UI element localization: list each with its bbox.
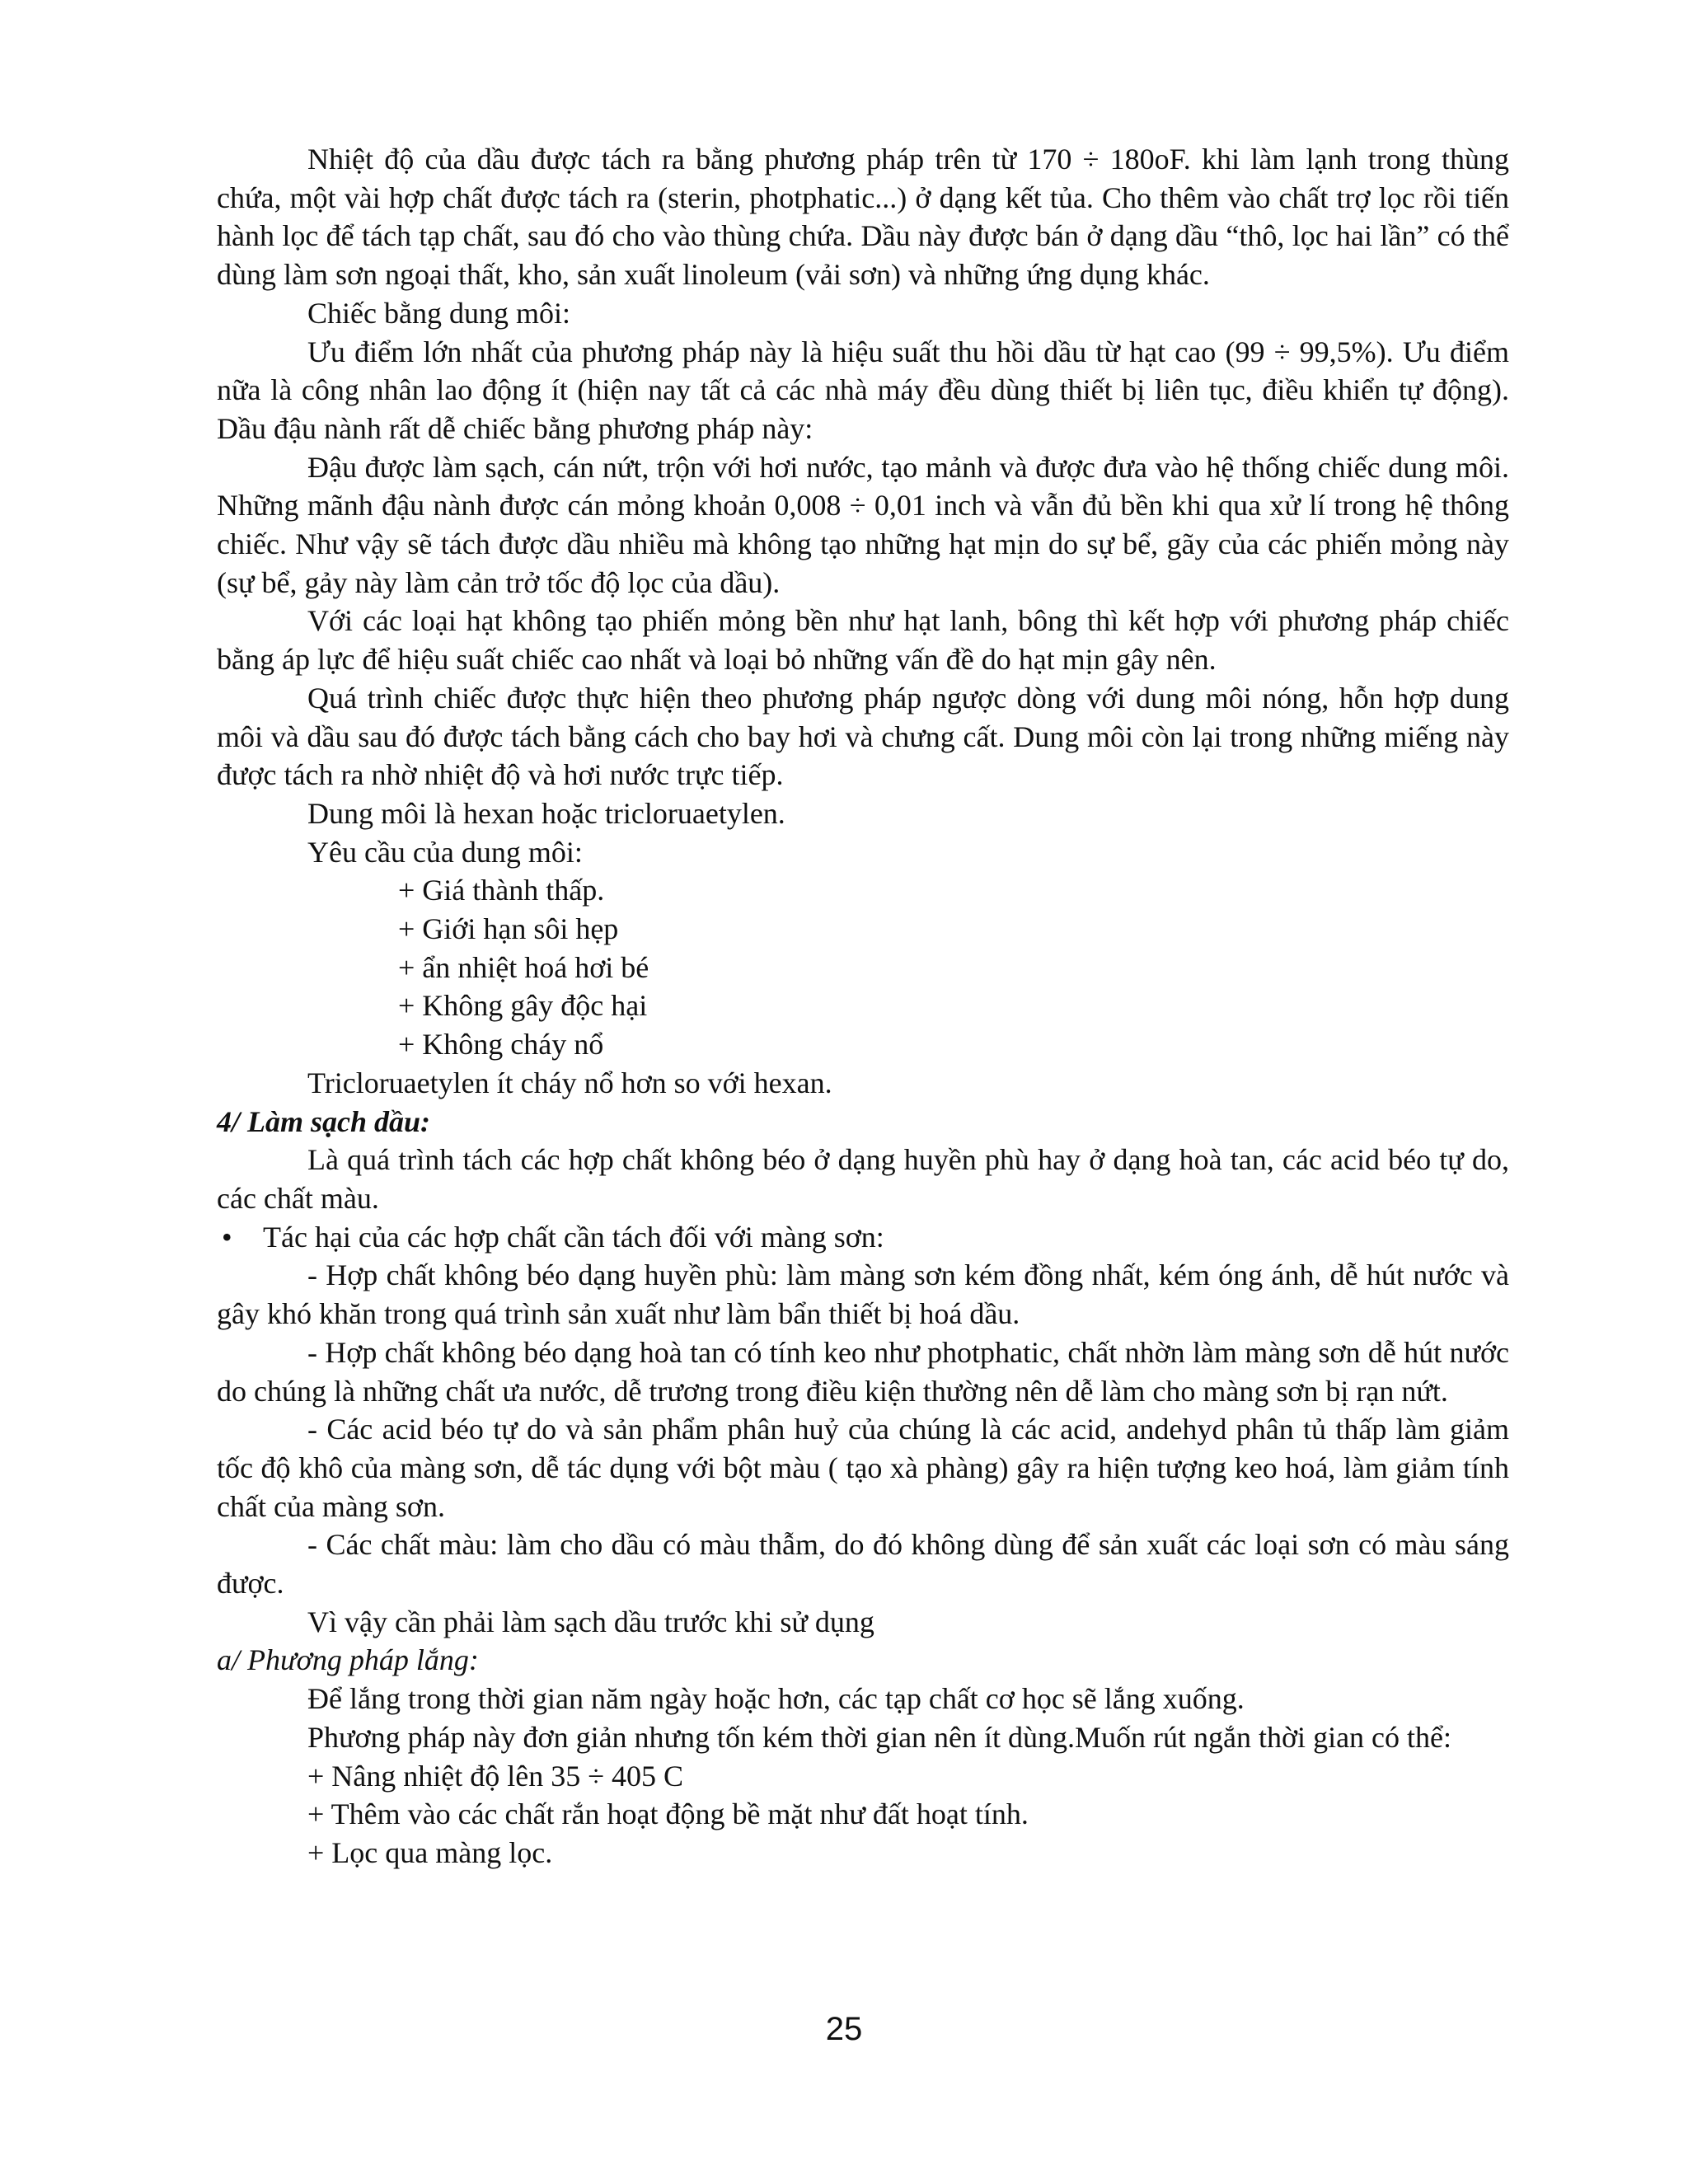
section-heading: 4/ Làm sạch dầu: — [217, 1104, 431, 1138]
paragraph: Nhiệt độ của dầu được tách ra bằng phương pháp trên từ 170 ÷ 180oF. khi làm lạnh trong thùng chứa, một vài hợp chất được tách ra (sterin, photphatic...) ở dạng kết tủa. Cho thêm vào chất trợ lọc rồi tiến hành lọc để tách tạp chất, sau đó cho vào thùng chứa. Dầu này được bán ở dạng dầu “thô, lọc hai lần” có thể dùng làm sơn ngoại thất, kho, sản xuất linoleum (vải sơn) và những ứng dụng khác. — [217, 143, 1509, 292]
paragraph: Vì vậy cần phải làm sạch dầu trước khi sử dụng — [307, 1605, 874, 1638]
paragraph: - Hợp chất không béo dạng huyền phù: làm màng sơn kém đồng nhất, kém óng ánh, dễ hút nước và gây khó khăn trong quá trình sản xuất như làm bẩn thiết bị hoá dầu. — [217, 1258, 1509, 1331]
list-item: + ẩn nhiệt hoá hơi bé — [398, 950, 649, 984]
list-item: + Giới hạn sôi hẹp — [398, 912, 619, 946]
bullet-text: Tác hại của các hợp chất cần tách đối với màng sơn: — [263, 1220, 884, 1254]
bullet-icon: • — [222, 1220, 232, 1254]
list-item: + Không cháy nổ — [398, 1028, 604, 1062]
paragraph: Là quá trình tách các hợp chất không béo ở dạng huyền phù hay ở dạng hoà tan, các acid béo tự do, các chất màu. — [217, 1143, 1509, 1215]
list-item: + Giá thành thấp. — [398, 874, 605, 907]
paragraph: Để lắng trong thời gian năm ngày hoặc hơn, các tạp chất cơ học sẽ lắng xuống. — [307, 1682, 1245, 1716]
subsection-heading: a/ Phương pháp lắng: — [217, 1643, 479, 1677]
list-item: + Nâng nhiệt độ lên 35 ÷ 405 C — [307, 1759, 684, 1793]
paragraph: - Các chất màu: làm cho dầu có màu thẫm, do đó không dùng để sản xuất các loại sơn có màu sáng được. — [217, 1528, 1509, 1601]
paragraph: Với các loại hạt không tạo phiến mỏng bền như hạt lanh, bông thì kết hợp với phương pháp chiếc bằng áp lực để hiệu suất chiếc cao nhất và loại bỏ những vấn đề do hạt mịn gây nên. — [217, 604, 1509, 677]
list-item: + Thêm vào các chất rắn hoạt động bề mặt như đất hoạt tính. — [307, 1797, 1029, 1831]
paragraph: - Hợp chất không béo dạng hoà tan có tính keo như photphatic, chất nhờn làm màng sơn dễ hút nước do chúng là những chất ưa nước, dễ trương trong điều kiện thường nên dễ làm cho màng sơn bị rạn nứt. — [217, 1335, 1509, 1408]
paragraph: Phương pháp này đơn giản nhưng tốn kém thời gian nên ít dùng.Muốn rút ngắn thời gian có thể: — [307, 1720, 1452, 1754]
paragraph: Quá trình chiếc được thực hiện theo phương pháp ngược dòng với dung môi nóng, hỗn hợp dung môi và dầu sau đó được tách bằng cách cho bay hơi và chưng cất. Dung môi còn lại trong những miếng này được tách ra nhờ nhiệt độ và hơi nước trực tiếp. — [217, 681, 1509, 792]
paragraph: - Các acid béo tự do và sản phẩm phân huỷ của chúng là các acid, andehyd phân tủ thấp làm giảm tốc độ khô của màng sơn, dễ tác dụng với bột màu ( tạo xà phàng) gây ra hiện tượng keo hoá, làm giảm tính chất của màng sơn. — [217, 1413, 1509, 1523]
list-item: + Không gây độc hại — [398, 989, 648, 1023]
paragraph: Tricloruaetylen ít cháy nổ hơn so với hexan. — [307, 1066, 832, 1099]
document-page — [217, 140, 1509, 1872]
paragraph: Đậu được làm sạch, cán nứt, trộn với hơi nước, tạo mảnh và được đưa vào hệ thống chiếc dung môi. Những mãnh đậu nành được cán mỏng khoản 0,008 ÷ 0,01 inch và vẫn đủ bền khi qua xử lí trong hệ thông chiếc. Như vậy sẽ tách được dầu nhiều mà không tạo những hạt mịn do sự bể, gãy của các phiến mỏng này (sự bể, gảy này làm cản trở tốc độ lọc của dầu). — [217, 450, 1509, 599]
paragraph: Chiếc bằng dung môi: — [307, 296, 570, 330]
list-item: + Lọc qua màng lọc. — [307, 1835, 553, 1869]
paragraph: Yêu cầu của dung môi: — [307, 835, 583, 869]
bullet-item — [217, 1218, 1509, 1257]
paragraph: Ưu điểm lớn nhất của phương pháp này là hiệu suất thu hồi dầu từ hạt cao (99 ÷ 99,5%). Ưu điểm nữa là công nhân lao động ít (hiện nay tất cả các nhà máy đều dùng thiết bị liên tục, điều khiển tự động). Dầu đậu nành rất dễ chiếc bằng phương pháp này: — [217, 335, 1509, 445]
paragraph: Dung môi là hexan hoặc tricloruaetylen. — [307, 796, 785, 830]
page-number: 25 — [825, 2011, 863, 2047]
